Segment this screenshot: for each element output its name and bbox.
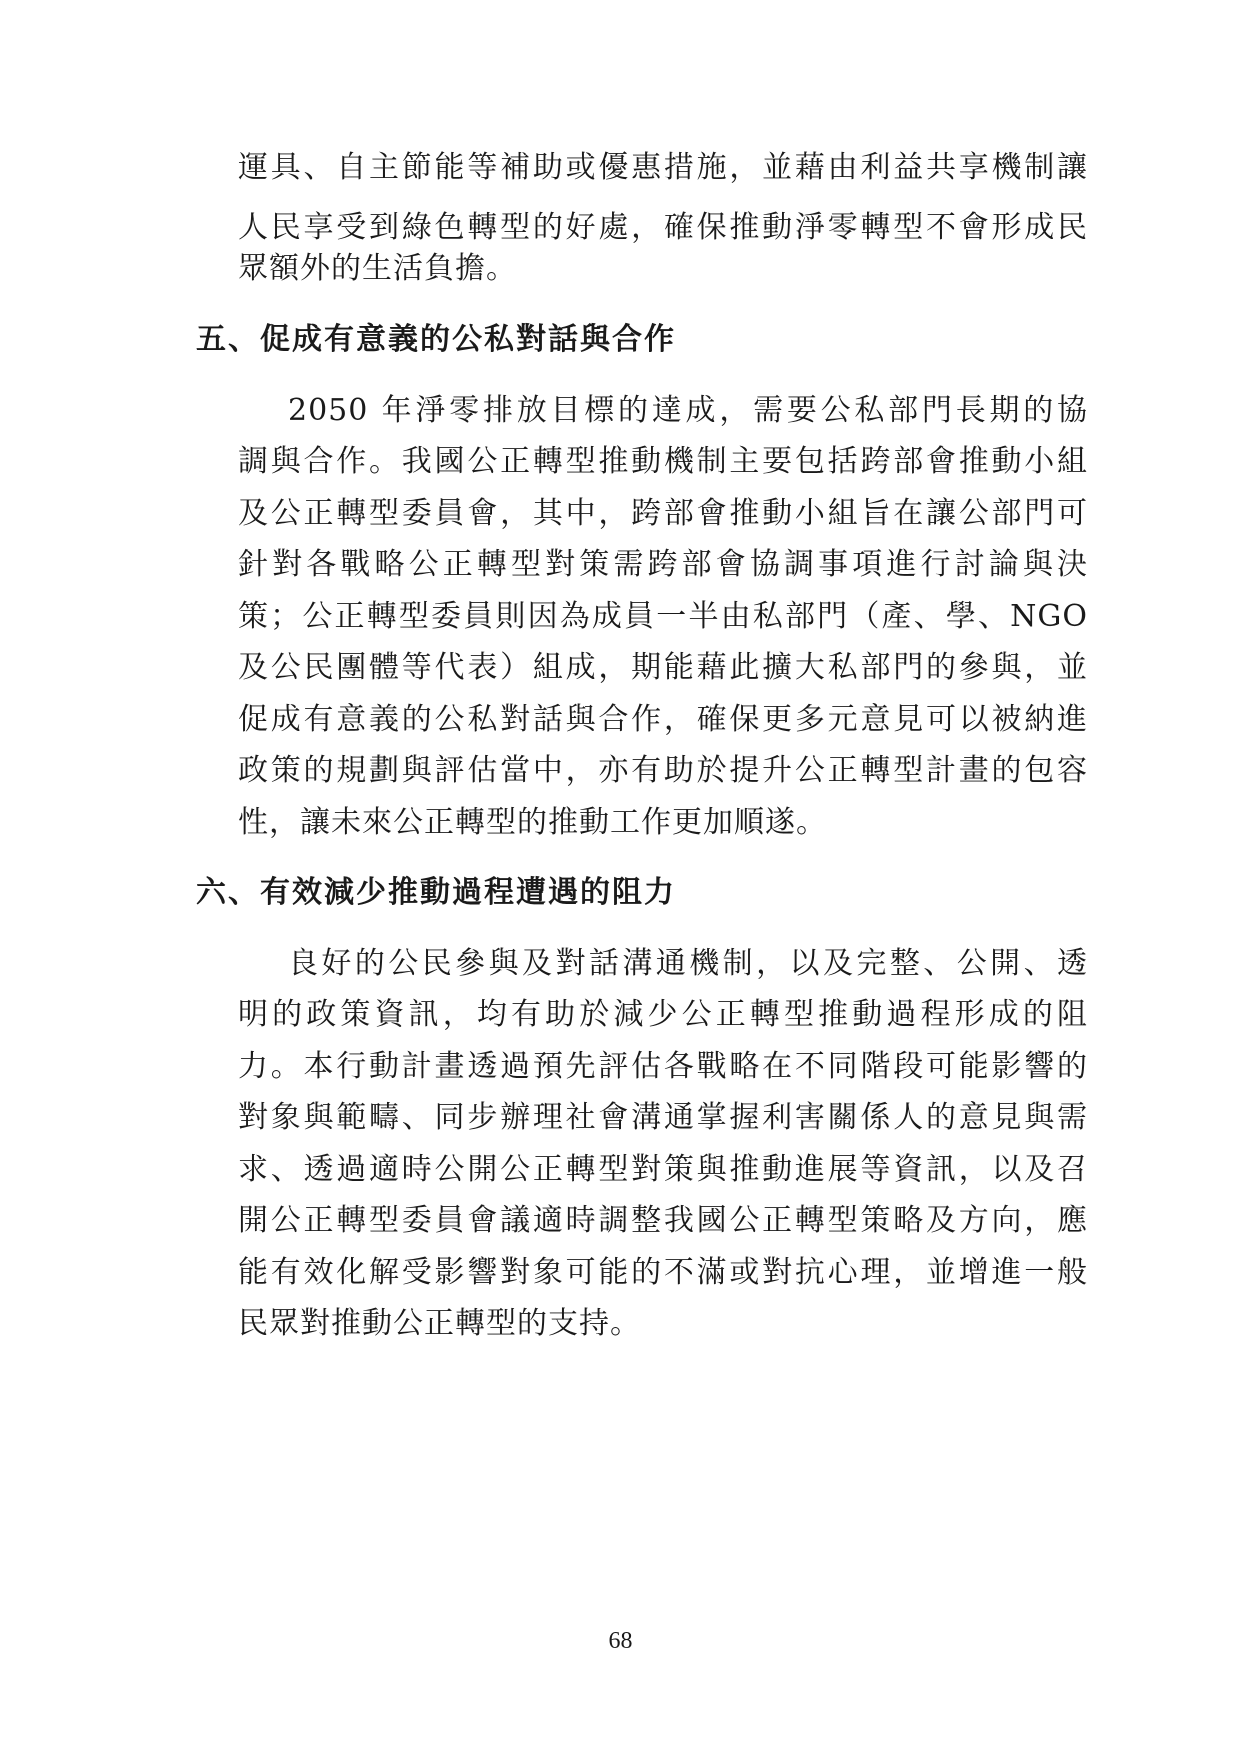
paragraph-line: 求、透過適時公開公正轉型對策與推動進展等資訊，以及召 [238, 1152, 1088, 1187]
paragraph-line: 良好的公民參與及對話溝通機制，以及完整、公開、透 [288, 946, 1088, 981]
paragraph-line: 力。本行動計畫透過預先評估各戰略在不同階段可能影響的 [238, 1049, 1088, 1084]
paragraph-line: 明的政策資訊，均有助於減少公正轉型推動過程形成的阻 [238, 997, 1088, 1032]
paragraph-line: 對象與範疇、同步辦理社會溝通掌握利害關係人的意見與需 [238, 1100, 1088, 1135]
page-number: 68 [608, 1628, 633, 1654]
paragraph-line: 性，讓未來公正轉型的推動工作更加順遂。 [238, 805, 827, 840]
section-title: 有效減少推動過程遭遇的阻力 [260, 875, 676, 910]
paragraph-line: 眾額外的生活負擔。 [238, 251, 517, 286]
section-title: 促成有意義的公私對話與合作 [260, 322, 676, 357]
paragraph-line: 針對各戰略公正轉型對策需跨部會協調事項進行討論與決 [238, 547, 1088, 582]
paragraph-line: 運具、自主節能等補助或優惠措施，並藉由利益共享機制讓 [238, 150, 1088, 185]
paragraph-line: 及公民團體等代表）組成，期能藉此擴大私部門的參與，並 [238, 650, 1088, 685]
paragraph-line: 調與合作。我國公正轉型推動機制主要包括跨部會推動小組 [238, 444, 1088, 479]
section-heading [196, 873, 676, 913]
paragraph-line: 能有效化解受影響對象可能的不滿或對抗心理，並增進一般 [238, 1255, 1088, 1290]
paragraph-line: 及公正轉型委員會，其中，跨部會推動小組旨在讓公部門可 [238, 496, 1088, 531]
paragraph-line: 政策的規劃與評估當中，亦有助於提升公正轉型計畫的包容 [238, 753, 1088, 788]
paragraph-line: 策；公正轉型委員則因為成員一半由私部門（產、學、NGO [238, 599, 1088, 634]
paragraph-line: 民眾對推動公正轉型的支持。 [238, 1306, 641, 1341]
section-number: 五、 [196, 322, 260, 357]
section-number: 六、 [196, 875, 260, 910]
paragraph-line: 促成有意義的公私對話與合作，確保更多元意見可以被納進 [238, 702, 1088, 737]
paragraph-line: 2050 年淨零排放目標的達成，需要公私部門長期的協 [288, 393, 1088, 428]
paragraph-line: 開公正轉型委員會議適時調整我國公正轉型策略及方向，應 [238, 1203, 1088, 1238]
section-heading [196, 320, 676, 360]
paragraph-line: 人民享受到綠色轉型的好處，確保推動淨零轉型不會形成民 [238, 210, 1088, 245]
